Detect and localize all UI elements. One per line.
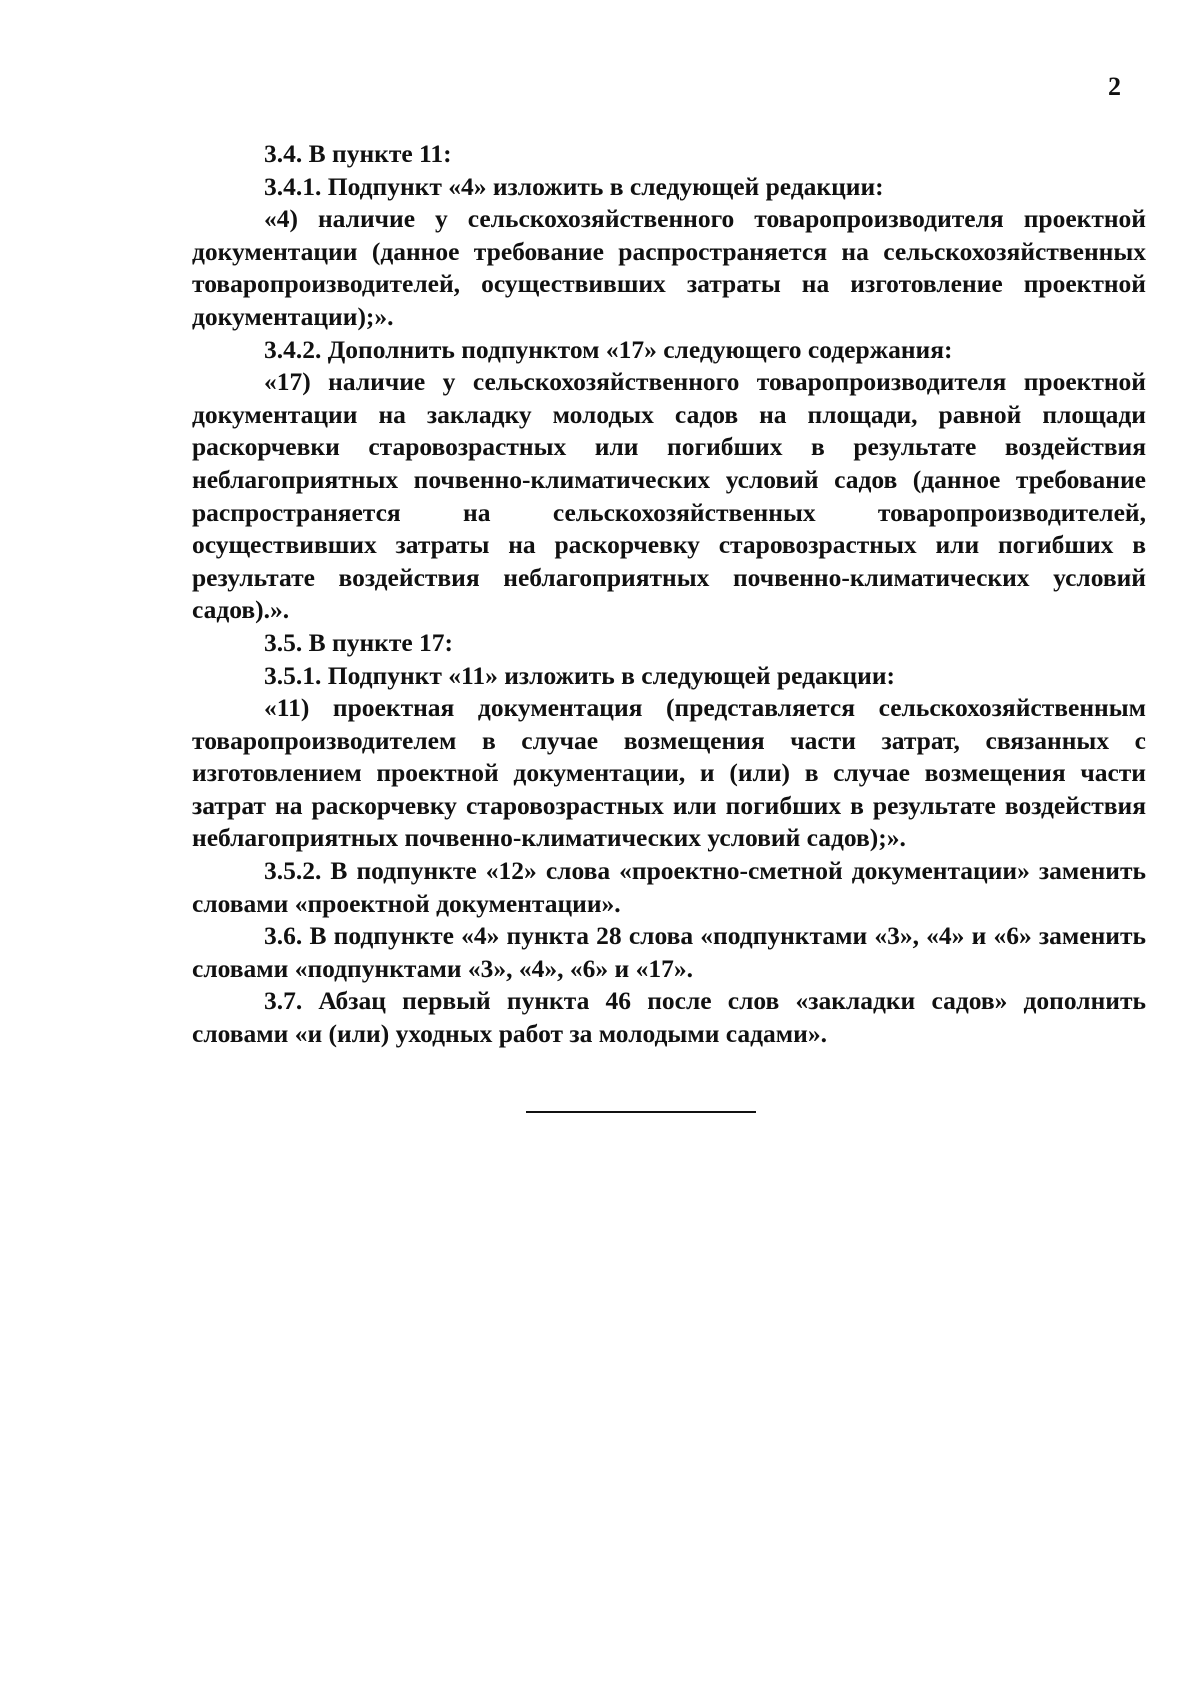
paragraph-3-4-1: 3.4.1. Подпункт «4» изложить в следующей редакции:	[264, 171, 884, 201]
paragraph-subitem-11: «11) проектная документация (представляется сельскохозяйственным товаропроизводителем в случае возмещения части затрат, связанных с изготовлением проектной документации, и (или) в случае возмещения части затрат на раскорчевку старовозрастных или погибших в результате воздействия неблагоприятных почвенно-климатических условий садов);».	[192, 693, 1146, 853]
paragraph-3-4: 3.4. В пункте 11:	[264, 139, 452, 168]
document-body	[192, 138, 1146, 1051]
paragraph-subitem-17: «17) наличие у сельскохозяйственного товаропроизводителя проектной документации на закладку молодых садов на площади, равной площади раскорчевки старовозрастных или погибших в результате воздействия неблагоприятных почвенно-климатических условий садов (данное требование распространяется на сельскохозяйственных товаропроизводителей, осуществивших затраты на раскорчевку старовозрастных или погибших в результате воздействия неблагоприятных почвенно-климатических условий садов).».	[192, 367, 1146, 625]
paragraph-subitem-4: «4) наличие у сельскохозяйственного товаропроизводителя проектной документации (данное требование распространяется на сельскохозяйственных товаропроизводителей, осуществивших затраты на изготовление проектной документации);».	[192, 204, 1146, 331]
paragraph-3-5: 3.5. В пункте 17:	[264, 627, 454, 657]
paragraph-3-6: 3.6. В подпункте «4» пункта 28 слова «подпунктами «3», «4» и «6» заменить словами «подпунктами «3», «4», «6» и «17».	[192, 921, 1146, 983]
paragraph-3-5-2: 3.5.2. В подпункте «12» слова «проектно-сметной документации» заменить словами «проектной документации».	[192, 856, 1146, 918]
paragraph-3-5-1: 3.5.1. Подпункт «11» изложить в следующей редакции:	[264, 660, 896, 690]
paragraph-3-4-2: 3.4.2. Дополнить подпунктом «17» следующего содержания:	[264, 334, 953, 364]
paragraph-3-7: 3.7. Абзац первый пункта 46 после слов «закладки садов» дополнить словами «и (или) уходных работ за молодыми садами».	[192, 986, 1146, 1049]
end-separator-line	[526, 1111, 756, 1113]
page-number: 2	[1108, 72, 1121, 101]
